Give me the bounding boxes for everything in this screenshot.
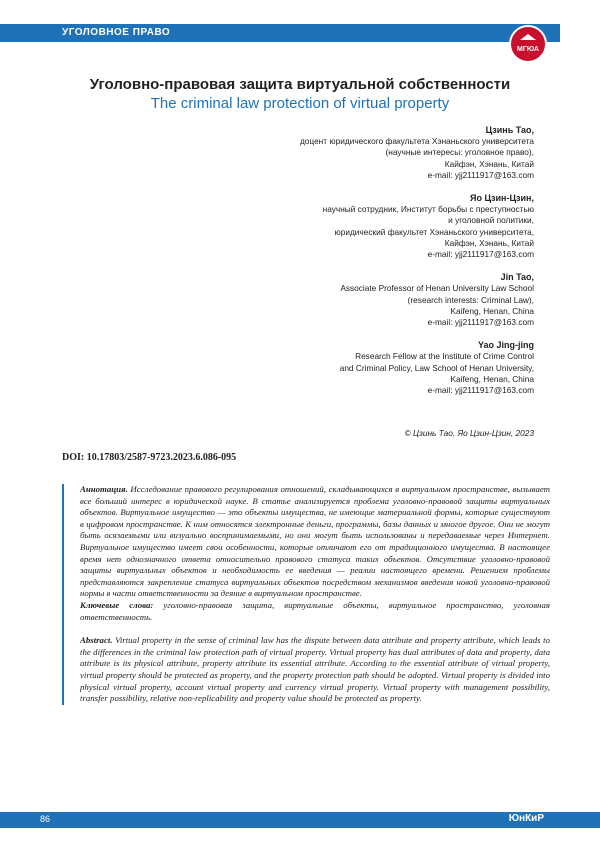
author-affiliation: доцент юридического факультета Хэнаньского университета xyxy=(299,136,534,147)
author-name: Jin Tao, xyxy=(500,272,534,283)
author-location: Кайфэн, Хэнань, Китай xyxy=(444,158,534,169)
keywords-ru-text: уголовно-правовая защита, виртуальные объекты, виртуальное пространство, уголовная ответственность. xyxy=(80,599,550,622)
author-location: Кайфэн, Хэнань, Китай xyxy=(444,237,534,248)
keywords-ru-label: Ключевые слова: xyxy=(80,599,154,610)
author-entry xyxy=(154,193,534,260)
author-affiliation: юридический факультет Хэнаньского университета, xyxy=(334,226,534,237)
author-affiliation: (научные интересы: уголовное право), xyxy=(385,147,534,158)
author-location: Kaifeng, Henan, China xyxy=(450,373,534,384)
author-affiliation: Associate Professor of Henan University Law School xyxy=(340,283,534,294)
author-email: e-mail: yjj2111917@163.com xyxy=(427,317,534,328)
author-affiliation: (research interests: Criminal Law), xyxy=(407,294,534,305)
abstract-box xyxy=(62,484,550,705)
author-entry xyxy=(154,272,534,328)
author-name: Yao Jing-jing xyxy=(477,340,534,351)
abstract-en xyxy=(80,635,550,705)
author-email: e-mail: yjj2111917@163.com xyxy=(427,385,534,396)
article-title-en: The criminal law protection of virtual property xyxy=(150,95,450,112)
journal-name: ЮнКиР xyxy=(508,813,544,824)
university-logo xyxy=(508,24,548,64)
section-label: УГОЛОВНОЕ ПРАВО xyxy=(62,27,171,38)
author-affiliation: Research Fellow at the Institute of Crime Control xyxy=(355,351,534,362)
abstract-ru-text: Исследование правового регулирования отношений, складывающихся в виртуальном пространстве, вызывает все больший интерес в юридической науке. В статье анализируется проблема уголовно-правовой защиты виртуальных объектов. Виртуальное имущество — это объекты имущества, не имеющие материальной формы, которые существуют в цифровом пространстве. К ним относятся электронные деньги, программы, базы данных и многое другое. Они не могут быть осязаемыми или визуально воспринимаемыми, но они могут быть использованы и передаваемые через Интернет. Виртуальное имущество имеет свои особенности, которые отличают его от традиционного имущества. В настоящее время нет однозначного ответа относительно правового статуса таких объектов. Отсутствие уголовно-правовой защиты виртуальных объектов и необходимость ее введения — реалии настоящего времени. Решением проблемы представляются закрепление статуса виртуальных объектов посредством механизмов введения новой уголовно-правовой нормы в части ответственности за деяние в виртуальном пространстве. xyxy=(80,484,550,599)
author-name: Цзинь Тао, xyxy=(485,125,534,135)
article-title-ru: Уголовно-правовая защита виртуальной собственности xyxy=(89,76,511,93)
author-affiliation: научный сотрудник, Институт борьбы с преступностью xyxy=(322,204,534,215)
author-location: Kaifeng, Henan, China xyxy=(450,305,534,316)
abstract-en-text: Virtual property in the sense of criminal law has the dispute between data attribute and property attribute, which leads to the differences in the criminal law protection path of virtual property. Virtual property has dual attributes of data and property, data attribute is its physical attribute, property attribute its essential attribute. According to the essential attribute of virtual property, virtual property should be protected as property, and the property protection path should be adopted. Virtual property is divided into physical virtual property, account virtual property and currency virtual property. Virtual property with management possibility, transfer possibility, relative non-replicability and property value should be protected as property. xyxy=(80,635,550,704)
page-number: 86 xyxy=(40,814,51,824)
author-email: e-mail: yjj2111917@163.com xyxy=(427,169,534,180)
copyright: © Цзинь Тао, Яо Цзин-Цзин, 2023 xyxy=(404,428,534,438)
author-entry xyxy=(154,125,534,181)
abstract-ru-label: Аннотация. xyxy=(80,484,128,494)
author-affiliation: и уголовной политики, xyxy=(448,215,534,226)
author-affiliation: and Criminal Policy, Law School of Henan University, xyxy=(339,362,534,373)
logo-text: МГЮА xyxy=(517,46,539,53)
author-name: Яо Цзин-Цзин, xyxy=(470,193,534,204)
authors-block xyxy=(154,125,534,408)
author-entry xyxy=(154,340,534,396)
abstract-ru xyxy=(80,484,550,600)
author-email: e-mail: yjj2111917@163.com xyxy=(427,249,534,260)
keywords-ru xyxy=(80,600,550,623)
doi[interactable]: DOI: 10.17803/2587-9723.2023.6.086-095 xyxy=(62,452,237,463)
abstract-en-label: Abstract. xyxy=(80,635,113,646)
